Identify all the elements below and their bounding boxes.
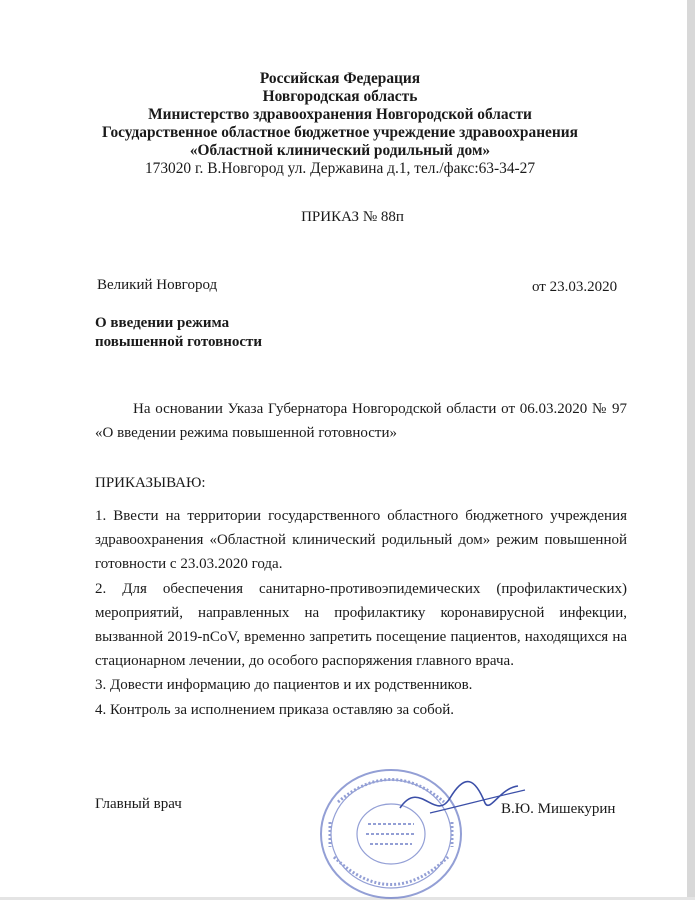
signatory-title: Главный врач	[95, 796, 182, 812]
order-items	[95, 504, 627, 722]
order-item-1: 1. Ввести на территории государственного областного бюджетного учреждения здравоохранения «Областной клинический родильный дом» режим повышенной готовности с 23.03.2020 года.	[95, 508, 627, 573]
order-item-3: 3. Довести информацию до пациентов и их родственников.	[95, 677, 473, 694]
signatory-name: В.Ю. Мишекурин	[501, 801, 616, 817]
letterhead	[60, 70, 620, 178]
header-address: 173020 г. В.Новгород ул. Державина д.1, тел./факс:63-34-27	[144, 160, 536, 177]
order-subject	[95, 314, 262, 352]
order-title: ПРИКАЗ № 88п	[301, 209, 404, 225]
scan-edge	[687, 0, 695, 900]
header-institution-name: «Областной клинический родильный дом»	[189, 142, 491, 159]
header-country: Российская Федерация	[259, 70, 421, 87]
order-item-4: 4. Контроль за исполнением приказа оставляю за собой.	[95, 701, 455, 718]
subject-line-2: повышенной готовности	[95, 334, 263, 350]
decree-heading: ПРИКАЗЫВАЮ:	[95, 475, 206, 491]
order-city: Великий Новгород	[97, 277, 218, 293]
header-ministry: Министерство здравоохранения Новгородской области	[148, 106, 532, 123]
subject-line-1: О введении режима	[95, 315, 230, 331]
header-institution-type: Государственное областное бюджетное учреждение здравоохранения	[102, 124, 578, 141]
header-region: Новгородская область	[262, 88, 418, 105]
order-item-2: 2. Для обеспечения санитарно-противоэпидемических (профилактических) мероприятий, направленных на профилактику коронавирусной инфекции, вызванной 2019-nCoV, временно запретить посещение пациентов, находящихся на стационарном лечении, до особого распоряжения главного врача.	[95, 580, 627, 670]
handwritten-signature	[390, 768, 530, 828]
order-date: от 23.03.2020	[532, 279, 618, 295]
preamble-paragraph: На основании Указа Губернатора Новгородской области от 06.03.2020 № 97 «О введении режима повышенной готовности»	[95, 401, 627, 442]
